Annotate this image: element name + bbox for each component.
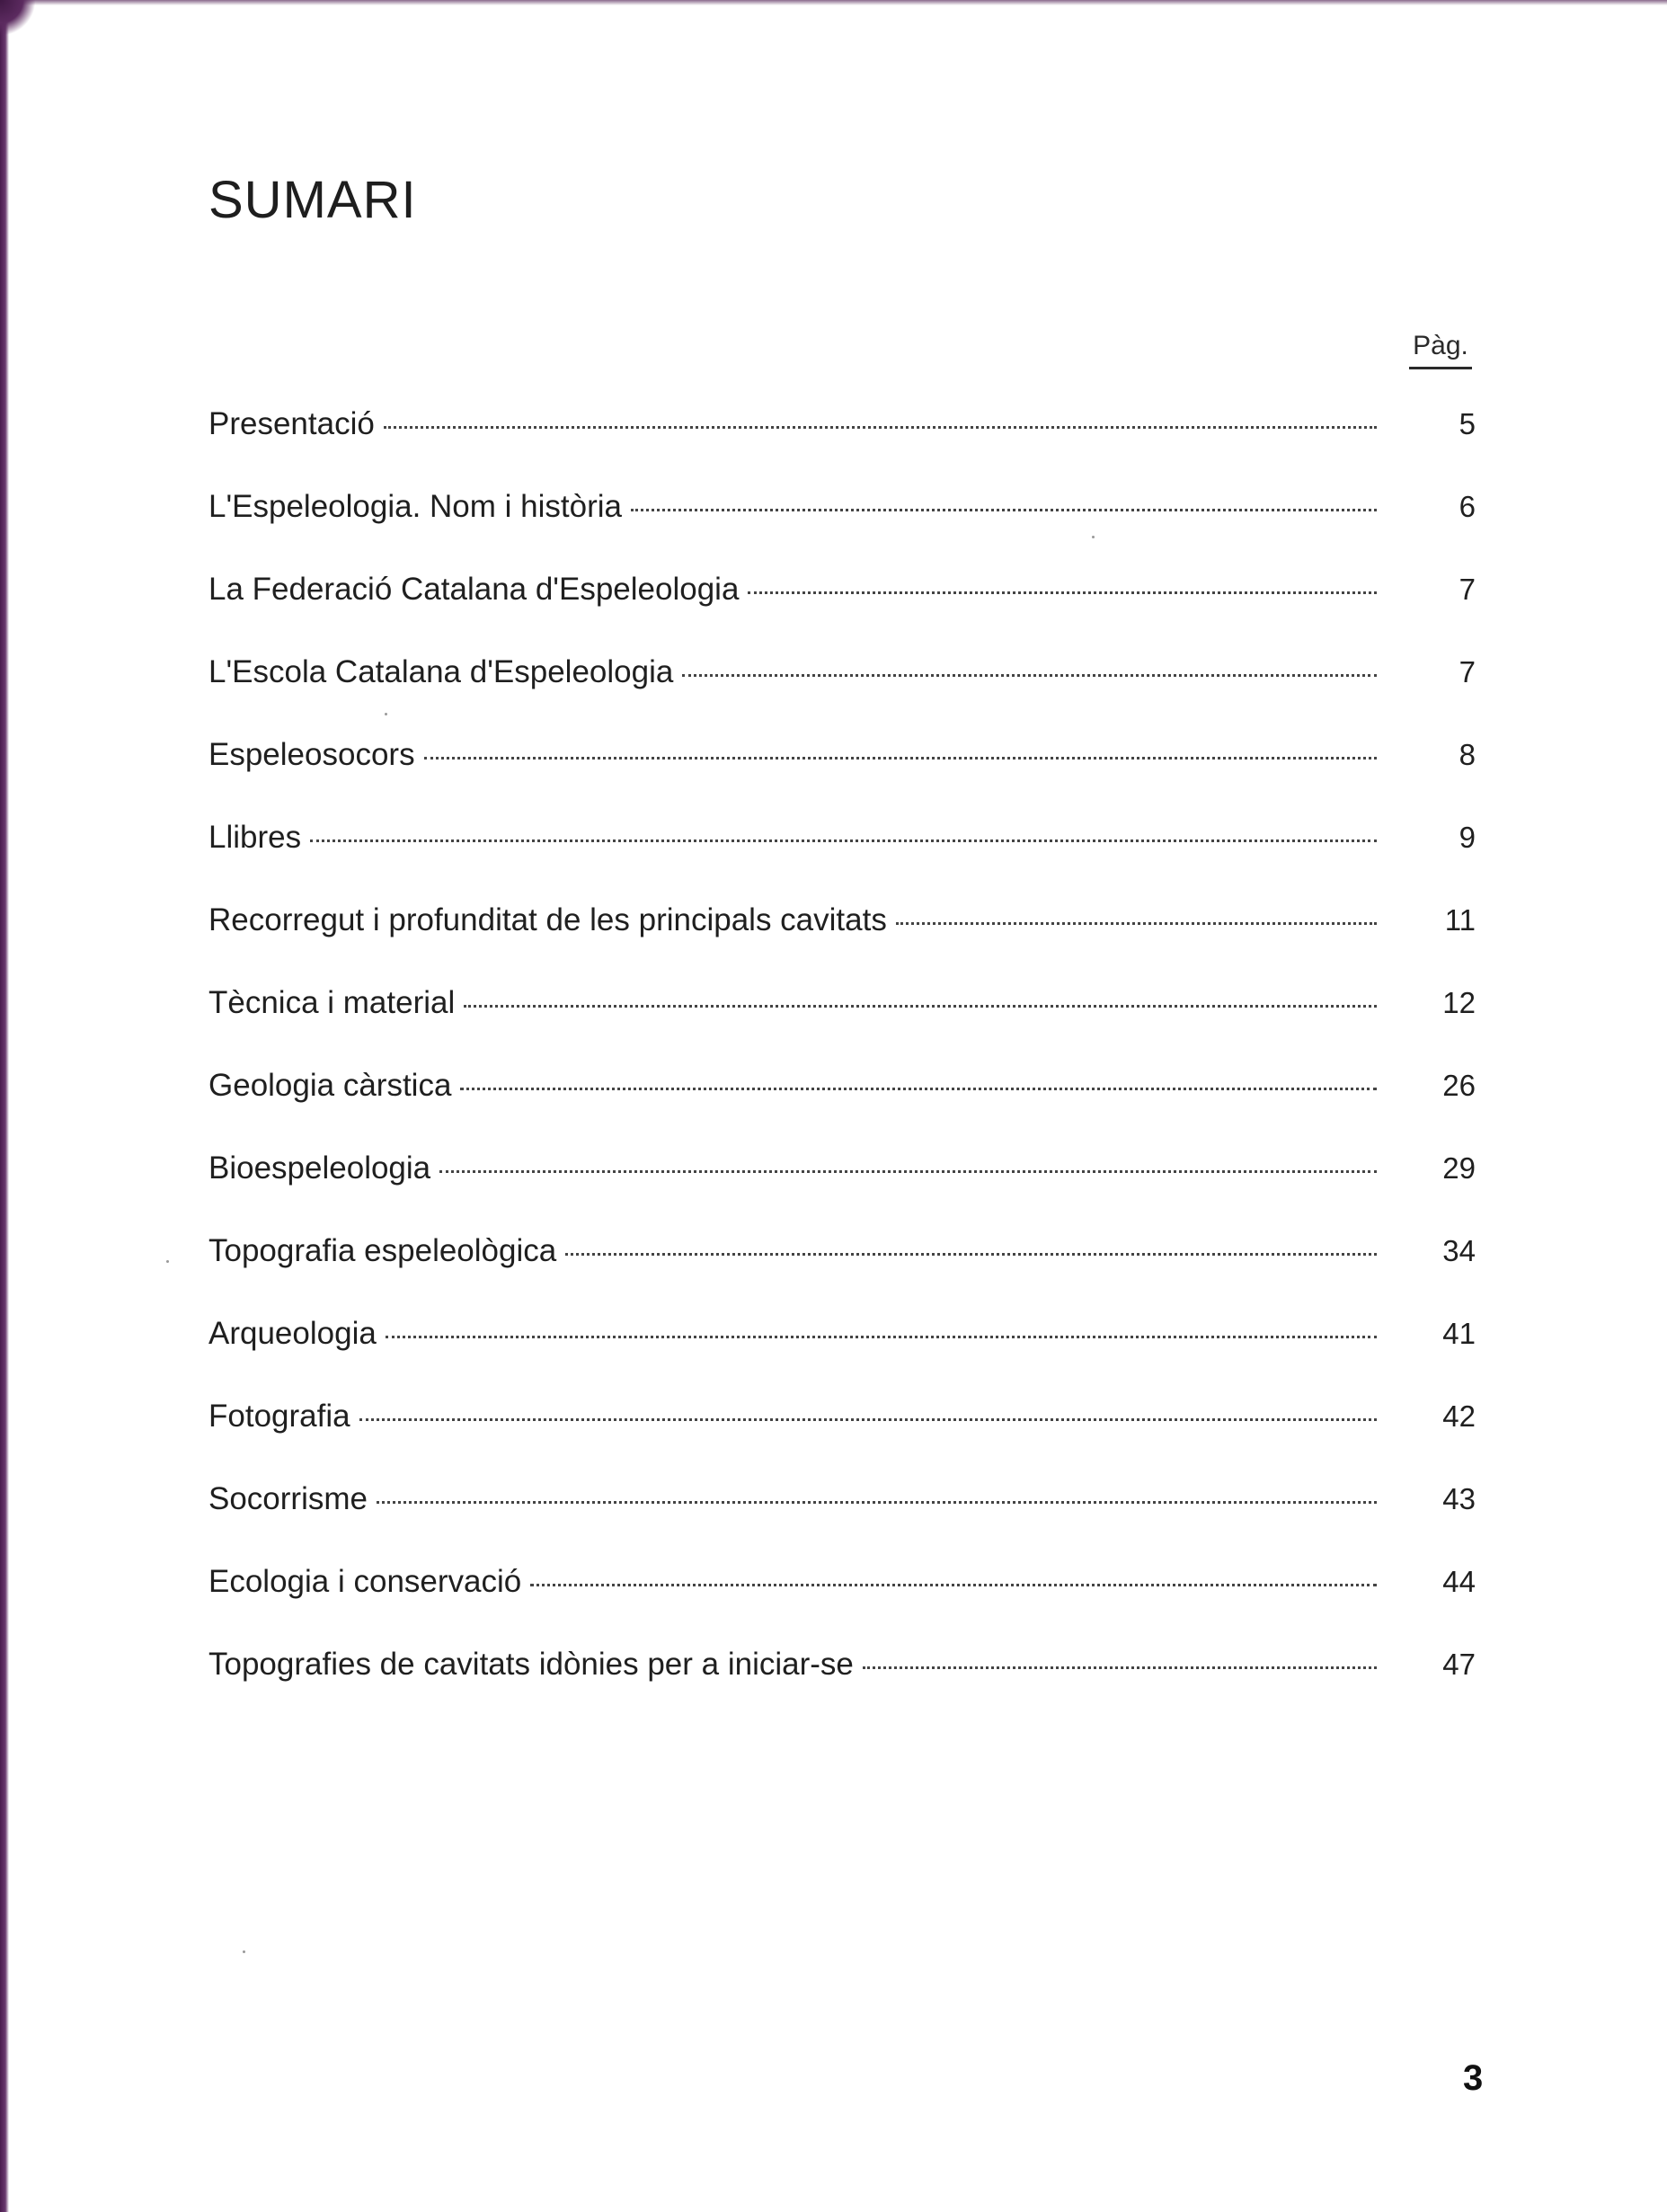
toc-entry[interactable] <box>208 1564 1476 1647</box>
dot-leader <box>530 1584 1377 1586</box>
toc-entry-page: 34 <box>1442 1234 1476 1267</box>
dot-leader <box>464 1005 1377 1008</box>
binding-edge <box>0 0 9 2212</box>
dot-leader <box>896 922 1377 925</box>
page-number: 3 <box>1463 2058 1484 2098</box>
toc-entry[interactable] <box>208 1068 1476 1150</box>
toc-entry-title: Recorregut i profunditat de les principals cavitats <box>208 902 887 937</box>
toc-entry-page: 11 <box>1444 903 1476 937</box>
dot-leader <box>424 757 1377 760</box>
toc-entry[interactable] <box>208 820 1476 902</box>
toc-entry-title: L'Escola Catalana d'Espeleologia <box>208 654 674 689</box>
toc-entry-title: Tècnica i material <box>208 985 456 1020</box>
dot-leader <box>384 426 1377 429</box>
page-title: SUMARI <box>208 170 417 229</box>
page-corner <box>0 0 36 36</box>
toc-entry-title: Topografia espeleològica <box>208 1233 557 1268</box>
toc-entry[interactable] <box>208 1150 1476 1233</box>
toc-entry-page: 43 <box>1442 1482 1476 1515</box>
toc-entry-title: Llibres <box>208 820 302 855</box>
scan-speck <box>385 713 387 715</box>
toc-entry[interactable] <box>208 1316 1476 1399</box>
toc-entry-title: Arqueologia <box>208 1316 377 1351</box>
toc-entry-title: Topografies de cavitats idònies per a iniciar-se <box>208 1647 854 1682</box>
toc-entry[interactable] <box>208 489 1476 572</box>
table-of-contents <box>208 406 1476 1729</box>
toc-entry-title: L'Espeleologia. Nom i història <box>208 489 622 524</box>
scan-speck <box>1092 536 1095 538</box>
dot-leader <box>682 674 1377 677</box>
dot-leader <box>460 1088 1377 1090</box>
top-edge <box>0 0 1667 5</box>
toc-entry-page: 5 <box>1459 407 1476 440</box>
toc-entry-title: Socorrisme <box>208 1481 368 1516</box>
toc-entry-page: 9 <box>1459 821 1476 854</box>
dot-leader <box>748 591 1377 594</box>
dot-leader <box>359 1418 1377 1421</box>
dot-leader <box>310 839 1377 842</box>
scan-speck <box>243 1950 245 1953</box>
dot-leader <box>565 1253 1377 1256</box>
toc-entry-page: 12 <box>1442 986 1476 1019</box>
toc-entry[interactable] <box>208 1647 1476 1729</box>
toc-entry-page: 41 <box>1442 1317 1476 1350</box>
toc-entry-title: Espeleosocors <box>208 737 415 772</box>
dot-leader <box>377 1501 1377 1504</box>
toc-entry-title: Ecologia i conservació <box>208 1564 522 1599</box>
toc-entry[interactable] <box>208 572 1476 654</box>
toc-entry-page: 7 <box>1459 573 1476 606</box>
toc-entry[interactable] <box>208 902 1476 985</box>
toc-entry-title: Presentació <box>208 406 375 441</box>
toc-entry-title: Fotografia <box>208 1399 350 1434</box>
dot-leader <box>863 1666 1377 1669</box>
toc-entry-page: 26 <box>1442 1069 1476 1102</box>
toc-entry-page: 44 <box>1442 1565 1476 1598</box>
toc-entry-page: 42 <box>1442 1399 1476 1433</box>
toc-entry-page: 6 <box>1459 490 1476 523</box>
toc-entry-title: Geologia càrstica <box>208 1068 452 1103</box>
scan-speck <box>166 1260 169 1263</box>
dot-leader <box>631 509 1377 511</box>
toc-entry-page: 8 <box>1459 738 1476 771</box>
toc-entry-page: 47 <box>1442 1648 1476 1681</box>
toc-entry[interactable] <box>208 1481 1476 1564</box>
toc-entry[interactable] <box>208 1399 1476 1481</box>
toc-entry[interactable] <box>208 1233 1476 1316</box>
toc-entry[interactable] <box>208 737 1476 820</box>
toc-entry-title: Bioespeleologia <box>208 1150 431 1186</box>
toc-entry[interactable] <box>208 406 1476 489</box>
toc-entry[interactable] <box>208 654 1476 737</box>
dot-leader <box>439 1170 1377 1173</box>
toc-entry[interactable] <box>208 985 1476 1068</box>
page-column-header: Pàg. <box>1409 331 1472 369</box>
dot-leader <box>386 1336 1377 1338</box>
toc-entry-page: 7 <box>1459 655 1476 688</box>
toc-entry-title: La Federació Catalana d'Espeleologia <box>208 572 740 607</box>
toc-entry-page: 29 <box>1442 1151 1476 1185</box>
